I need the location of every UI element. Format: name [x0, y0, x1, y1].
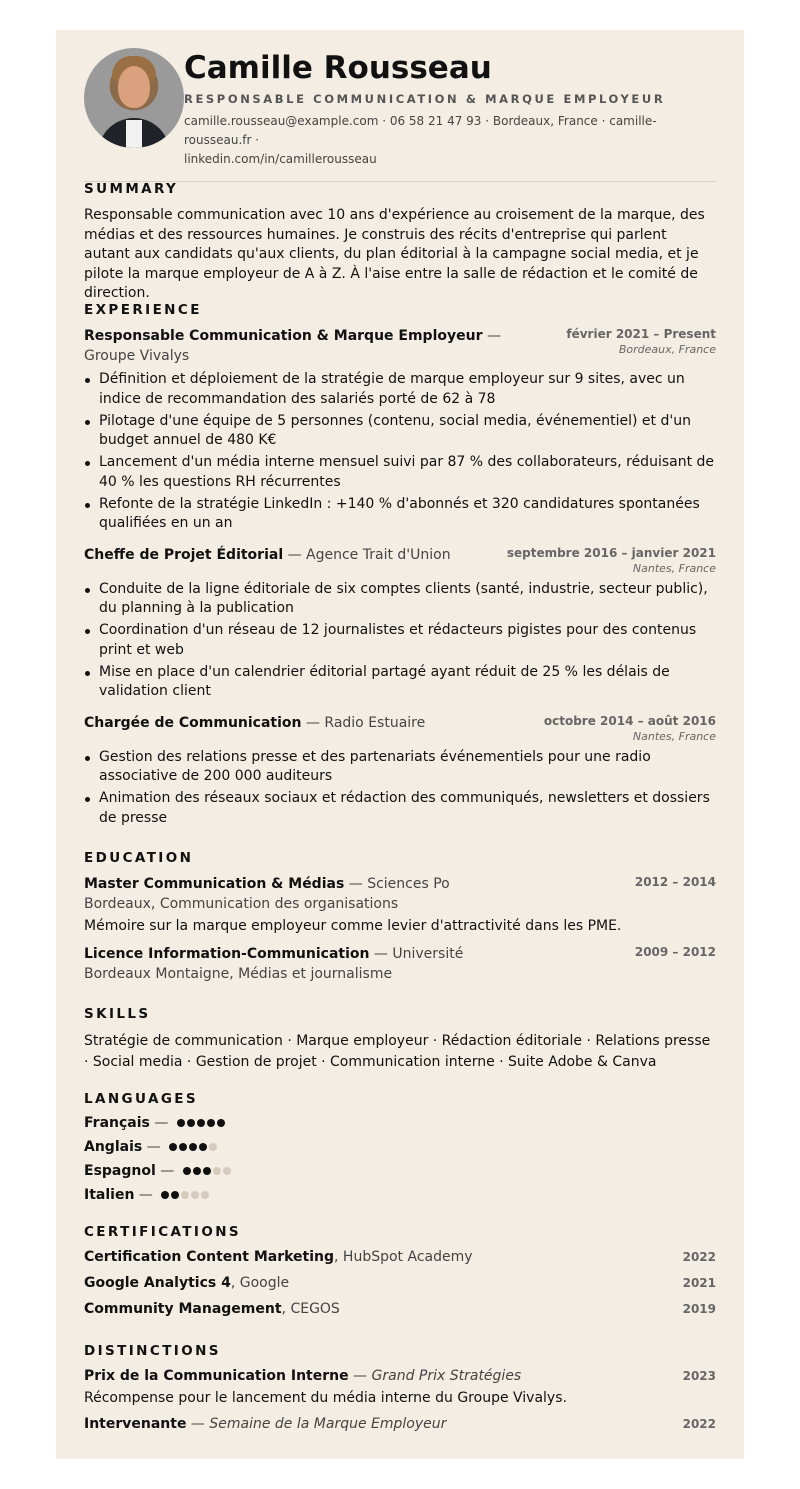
skills-text: Stratégie de communication · Marque employeur · Rédaction éditoriale · Relations presse · Social media · Gestion de projet · Communication interne · Suite Adobe & Canva	[84, 1033, 711, 1070]
level-dot-icon	[183, 1167, 191, 1175]
contact-info	[184, 112, 716, 169]
separator: —	[142, 1139, 166, 1155]
bullet-item: Définition et déploiement de la stratégie de marque employeur sur 9 sites, avec un indice de recommandation des salariés porté de 62 à 78	[99, 370, 716, 409]
job-bullets	[84, 370, 716, 534]
separator: —	[301, 714, 325, 731]
level-dot-icon	[223, 1167, 231, 1175]
job-heading	[84, 326, 504, 366]
job-title: RESPONSABLE COMMUNICATION & MARQUE EMPLOYEUR	[184, 92, 666, 106]
degree-name: Master Communication & Médias	[84, 876, 345, 892]
bullet-item: Pilotage d'une équipe de 5 personnes (contenu, social media, événementiel) et d'un budget annuel de 480 K€	[99, 412, 716, 451]
distinction-heading	[84, 1411, 446, 1437]
certification-item	[84, 1296, 716, 1322]
certification-heading	[84, 1296, 340, 1322]
education-heading	[84, 944, 524, 984]
level-dot-icon	[177, 1119, 185, 1127]
distinction-item	[84, 1363, 716, 1389]
separator: —	[369, 945, 393, 962]
level-dot-icon	[161, 1191, 169, 1199]
distinction-item	[84, 1411, 716, 1437]
job-heading	[84, 545, 451, 576]
section-heading: EDUCATION	[84, 850, 194, 866]
job-dates: octobre 2014 – août 2016	[543, 713, 716, 728]
language-item	[84, 1111, 716, 1135]
level-dot-icon	[189, 1143, 197, 1151]
level-dot-icon	[217, 1119, 225, 1127]
section-heading: LANGUAGES	[84, 1091, 199, 1107]
avatar	[84, 48, 184, 148]
bullet-item: Conduite de la ligne éditoriale de six comptes clients (santé, industrie, secteur public), du planning à la publication	[99, 580, 716, 619]
bullet-item: Gestion des relations presse et des partenariats événementiels pour une radio associative de 200 000 auditeurs	[99, 748, 716, 787]
job-location: Bordeaux, France	[618, 343, 716, 356]
job-dates: septembre 2016 – janvier 2021	[506, 545, 716, 560]
experience-section	[84, 302, 716, 831]
summary-text: Responsable communication avec 10 ans d'expérience au croisement de la marque, des médias et des ressources humaines. Je construis des récits d'entreprise qui parlent autant aux candidats qu'aux clients, du plan éditorial à la campagne social media, et je pilote la marque employeur de A à Z. À l'aise entre la salle de rédaction et le comité de direction.	[84, 207, 705, 301]
separator: —	[149, 1115, 173, 1131]
contact-line: linkedin.com/in/camillerousseau	[184, 152, 377, 166]
level-dot-icon	[199, 1143, 207, 1151]
separator: —	[348, 1368, 372, 1384]
education-dates: 2012 – 2014	[634, 875, 716, 889]
bullet-item: Refonte de la stratégie LinkedIn : +140 % d'abonnés et 320 candidatures spontanées qualifiées en un an	[99, 495, 716, 534]
language-name: Espagnol	[84, 1163, 156, 1179]
separator: —	[344, 876, 368, 892]
job-meta	[544, 713, 716, 744]
job-header	[84, 545, 716, 576]
certification-name: Community Management	[84, 1301, 282, 1317]
distinction-name: Prix de la Communication Interne	[84, 1368, 349, 1384]
position-title: Responsable Communication & Marque Employeur	[84, 328, 483, 344]
distinction-list	[84, 1363, 716, 1437]
level-dot-icon	[191, 1191, 199, 1199]
distinction-event: Semaine de la Marque Employeur	[209, 1415, 447, 1432]
job-location: Nantes, France	[632, 729, 716, 743]
level-dot-icon	[179, 1143, 187, 1151]
language-item	[84, 1183, 716, 1207]
resume-page	[56, 30, 744, 1459]
bullet-item: Lancement d'un média interne mensuel suivi par 87 % des collaborateurs, réduisant de 40 % les questions RH récurrentes	[99, 453, 716, 492]
company-name: Agence Trait d'Union	[306, 546, 451, 563]
distinction-year: 2023	[682, 1369, 716, 1383]
language-name: Italien	[84, 1187, 135, 1203]
education-header	[84, 874, 716, 914]
certification-issuer: , CEGOS	[281, 1301, 340, 1317]
distinctions-section	[84, 1343, 716, 1437]
education-dates: 2009 – 2012	[634, 944, 716, 959]
languages-section	[84, 1091, 716, 1207]
job-header	[84, 326, 716, 366]
certifications-section	[84, 1224, 716, 1322]
position-title: Cheffe de Projet Éditorial	[84, 546, 284, 563]
level-dot-icon	[209, 1143, 217, 1151]
skills-section	[84, 1006, 716, 1073]
education-note: Mémoire sur la marque employeur comme levier d'attractivité dans les PME.	[84, 918, 622, 934]
language-level	[161, 1187, 211, 1203]
job-header	[84, 713, 716, 744]
level-dot-icon	[169, 1143, 177, 1151]
section-heading: CERTIFICATIONS	[84, 1224, 242, 1240]
language-name: Anglais	[84, 1139, 143, 1155]
bullet-item: Coordination d'un réseau de 12 journalistes et rédacteurs pigistes pour des contenus print et web	[99, 621, 716, 660]
job-meta	[507, 545, 716, 576]
job-dates: février 2021 – Present	[566, 327, 716, 341]
header-text	[184, 48, 716, 169]
person-name: Camille Rousseau	[184, 50, 492, 86]
job-list	[84, 326, 716, 828]
job-bullets	[84, 748, 716, 829]
section-heading: SKILLS	[84, 1006, 151, 1022]
language-name: Français	[84, 1115, 150, 1131]
language-item	[84, 1159, 716, 1183]
section-heading: EXPERIENCE	[84, 302, 202, 318]
distinction-year: 2022	[682, 1416, 716, 1431]
language-level	[169, 1139, 219, 1155]
level-dot-icon	[203, 1167, 211, 1175]
resume-header	[84, 48, 716, 169]
separator: —	[186, 1415, 210, 1432]
distinction-event: Grand Prix Stratégies	[371, 1368, 522, 1384]
level-dot-icon	[187, 1119, 195, 1127]
level-dot-icon	[181, 1191, 189, 1199]
distinction-name: Intervenante	[84, 1415, 187, 1432]
level-dot-icon	[207, 1119, 215, 1127]
education-header	[84, 944, 716, 984]
level-dot-icon	[213, 1167, 221, 1175]
education-list	[84, 874, 716, 984]
level-dot-icon	[171, 1191, 179, 1199]
position-title: Chargée de Communication	[84, 714, 302, 731]
job-location: Nantes, France	[632, 561, 716, 575]
distinction-heading	[84, 1363, 521, 1389]
language-level	[183, 1163, 233, 1179]
section-heading: SUMMARY	[84, 181, 179, 197]
section-heading: DISTINCTIONS	[84, 1343, 221, 1359]
summary-section	[84, 181, 716, 304]
distinction-note: Récompense pour le lancement du média interne du Groupe Vivalys.	[84, 1390, 567, 1406]
separator: —	[482, 328, 501, 344]
language-item	[84, 1135, 716, 1159]
language-list	[84, 1111, 716, 1207]
job-heading	[84, 713, 425, 744]
contact-line: camille.rousseau@example.com · 06 58 21 47 93 · Bordeaux, France · camille-rousseau.fr ·	[184, 114, 657, 147]
bullet-item: Animation des réseaux sociaux et rédaction des communiqués, newsletters et dossiers de presse	[99, 789, 716, 828]
school-name: Sciences Po Bordeaux, Communication des organisations	[84, 876, 450, 912]
company-name: Groupe Vivalys	[84, 348, 190, 364]
separator: —	[134, 1187, 158, 1203]
separator: —	[155, 1163, 179, 1179]
education-section	[84, 850, 716, 984]
certification-issuer: , Google	[230, 1275, 290, 1291]
job-bullets	[84, 580, 716, 702]
language-level	[177, 1115, 227, 1131]
education-heading	[84, 874, 524, 914]
certification-year: 2021	[682, 1276, 716, 1290]
job-meta	[566, 326, 716, 366]
certification-heading	[84, 1244, 473, 1270]
level-dot-icon	[201, 1191, 209, 1199]
certification-year: 2022	[682, 1250, 716, 1264]
school-name: Université Bordeaux Montaigne, Médias et journalisme	[84, 945, 464, 982]
level-dot-icon	[197, 1119, 205, 1127]
certification-heading	[84, 1270, 289, 1296]
degree-name: Licence Information-Communication	[84, 945, 370, 962]
certification-year: 2019	[682, 1302, 716, 1316]
certification-item	[84, 1270, 716, 1296]
certification-name: Google Analytics 4	[84, 1275, 231, 1291]
certification-issuer: , HubSpot Academy	[334, 1249, 473, 1265]
separator: —	[283, 546, 307, 563]
certification-list	[84, 1244, 716, 1322]
company-name: Radio Estuaire	[324, 714, 426, 731]
level-dot-icon	[193, 1167, 201, 1175]
certification-item	[84, 1244, 716, 1270]
certification-name: Certification Content Marketing	[84, 1249, 335, 1265]
bullet-item: Mise en place d'un calendrier éditorial partagé ayant réduit de 25 % les délais de validation client	[99, 663, 716, 702]
